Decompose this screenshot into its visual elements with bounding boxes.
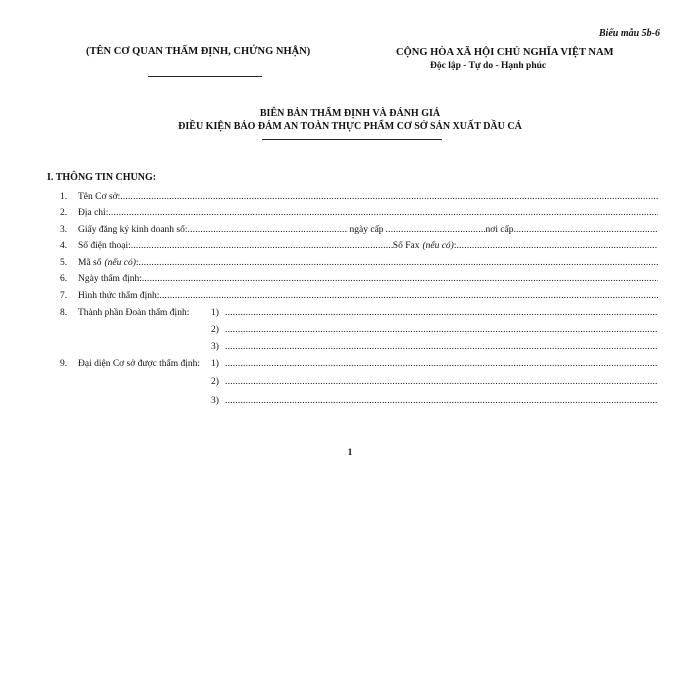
country-name: CỘNG HÒA XÃ HỘI CHỦ NGHĨA VIỆT NAM [396,47,614,58]
sub-number: 1) [211,308,219,318]
field-row-facility-name [60,189,658,202]
national-motto: Độc lập - Tự do - Hạnh phúc [430,61,547,71]
field-label: Mã số [78,258,102,268]
page-number: 1 [347,448,353,458]
fill-line[interactable] [120,192,658,202]
field-row-phone [60,238,658,251]
field-label: Đại diện Cơ sở được thẩm định: [78,359,201,369]
section-heading: I. THÔNG TIN CHUNG: [47,172,157,183]
field-label: Hình thức thẩm định: [78,291,160,301]
fax-label: Số Fax [392,241,420,251]
team-member-row [211,322,658,335]
field-row-business-license [60,222,658,235]
fill-line[interactable] [225,342,658,352]
fill-line[interactable] [453,241,658,251]
fill-line[interactable] [159,291,658,301]
fill-line[interactable] [131,241,393,251]
colon: : [135,258,139,268]
item-number: 3. [60,225,68,235]
team-member-row [211,305,658,318]
fax-note: (nếu có) [422,241,454,251]
fill-line[interactable] [225,377,658,387]
agency-underline [148,76,262,77]
fill-line[interactable] [188,225,348,235]
field-label: Giấy đăng ký kinh doanh số: [78,225,188,235]
form-code: Biểu mẫu 5b-6 [598,28,660,39]
field-row-code [60,255,658,268]
field-note: (nếu có) [104,258,136,268]
item-number: 1. [60,192,68,202]
sub-number: 3) [211,342,219,352]
issue-place-label: nơi cấp [485,225,514,235]
issue-date-label: ngày cấp [349,225,384,235]
fill-line[interactable] [225,325,658,335]
field-label: Địa chỉ: [78,208,109,218]
field-label: Số điện thoại: [78,241,131,251]
title-underline [262,139,442,140]
team-member-row [211,339,658,352]
field-row-address [60,205,658,218]
document-title-line2: ĐIỀU KIỆN BẢO ĐẢM AN TOÀN THỰC PHẨM CƠ SỞ SẢN XUẤT DẦU CÁ [178,121,522,132]
representative-row [211,393,658,406]
item-number: 2. [60,208,68,218]
fill-line[interactable] [142,274,658,284]
document-title-line1: BIÊN BẢN THẨM ĐỊNH VÀ ĐÁNH GIÁ [259,108,441,119]
representative-row [211,356,658,369]
sub-number: 1) [211,359,219,369]
field-row-inspection-date [60,271,658,284]
fill-line[interactable] [225,396,658,406]
colon: : [453,241,457,251]
agency-name: (TÊN CƠ QUAN THẨM ĐỊNH, CHỨNG NHẬN) [86,46,311,57]
fill-line[interactable] [139,258,658,268]
field-row-inspection-form [60,288,658,301]
field-label: Tên Cơ sở: [78,192,121,202]
fill-line[interactable] [225,359,658,369]
item-number: 6. [60,274,68,284]
fill-line[interactable] [108,208,658,218]
item-number: 8. [60,308,68,318]
field-label: Ngày thẩm định: [78,274,142,284]
field-row-inspection-team [60,305,210,318]
item-number: 7. [60,291,68,301]
item-number: 9. [60,359,68,369]
field-row-facility-representative [60,356,212,369]
representative-row [211,374,658,387]
fill-line[interactable] [514,225,658,235]
item-number: 5. [60,258,68,268]
sub-number: 3) [211,396,219,406]
sub-number: 2) [211,325,219,335]
fill-line[interactable] [225,308,658,318]
fill-line[interactable] [386,225,486,235]
sub-number: 2) [211,377,219,387]
item-number: 4. [60,241,68,251]
field-label: Thành phần Đoàn thẩm định: [78,308,190,318]
